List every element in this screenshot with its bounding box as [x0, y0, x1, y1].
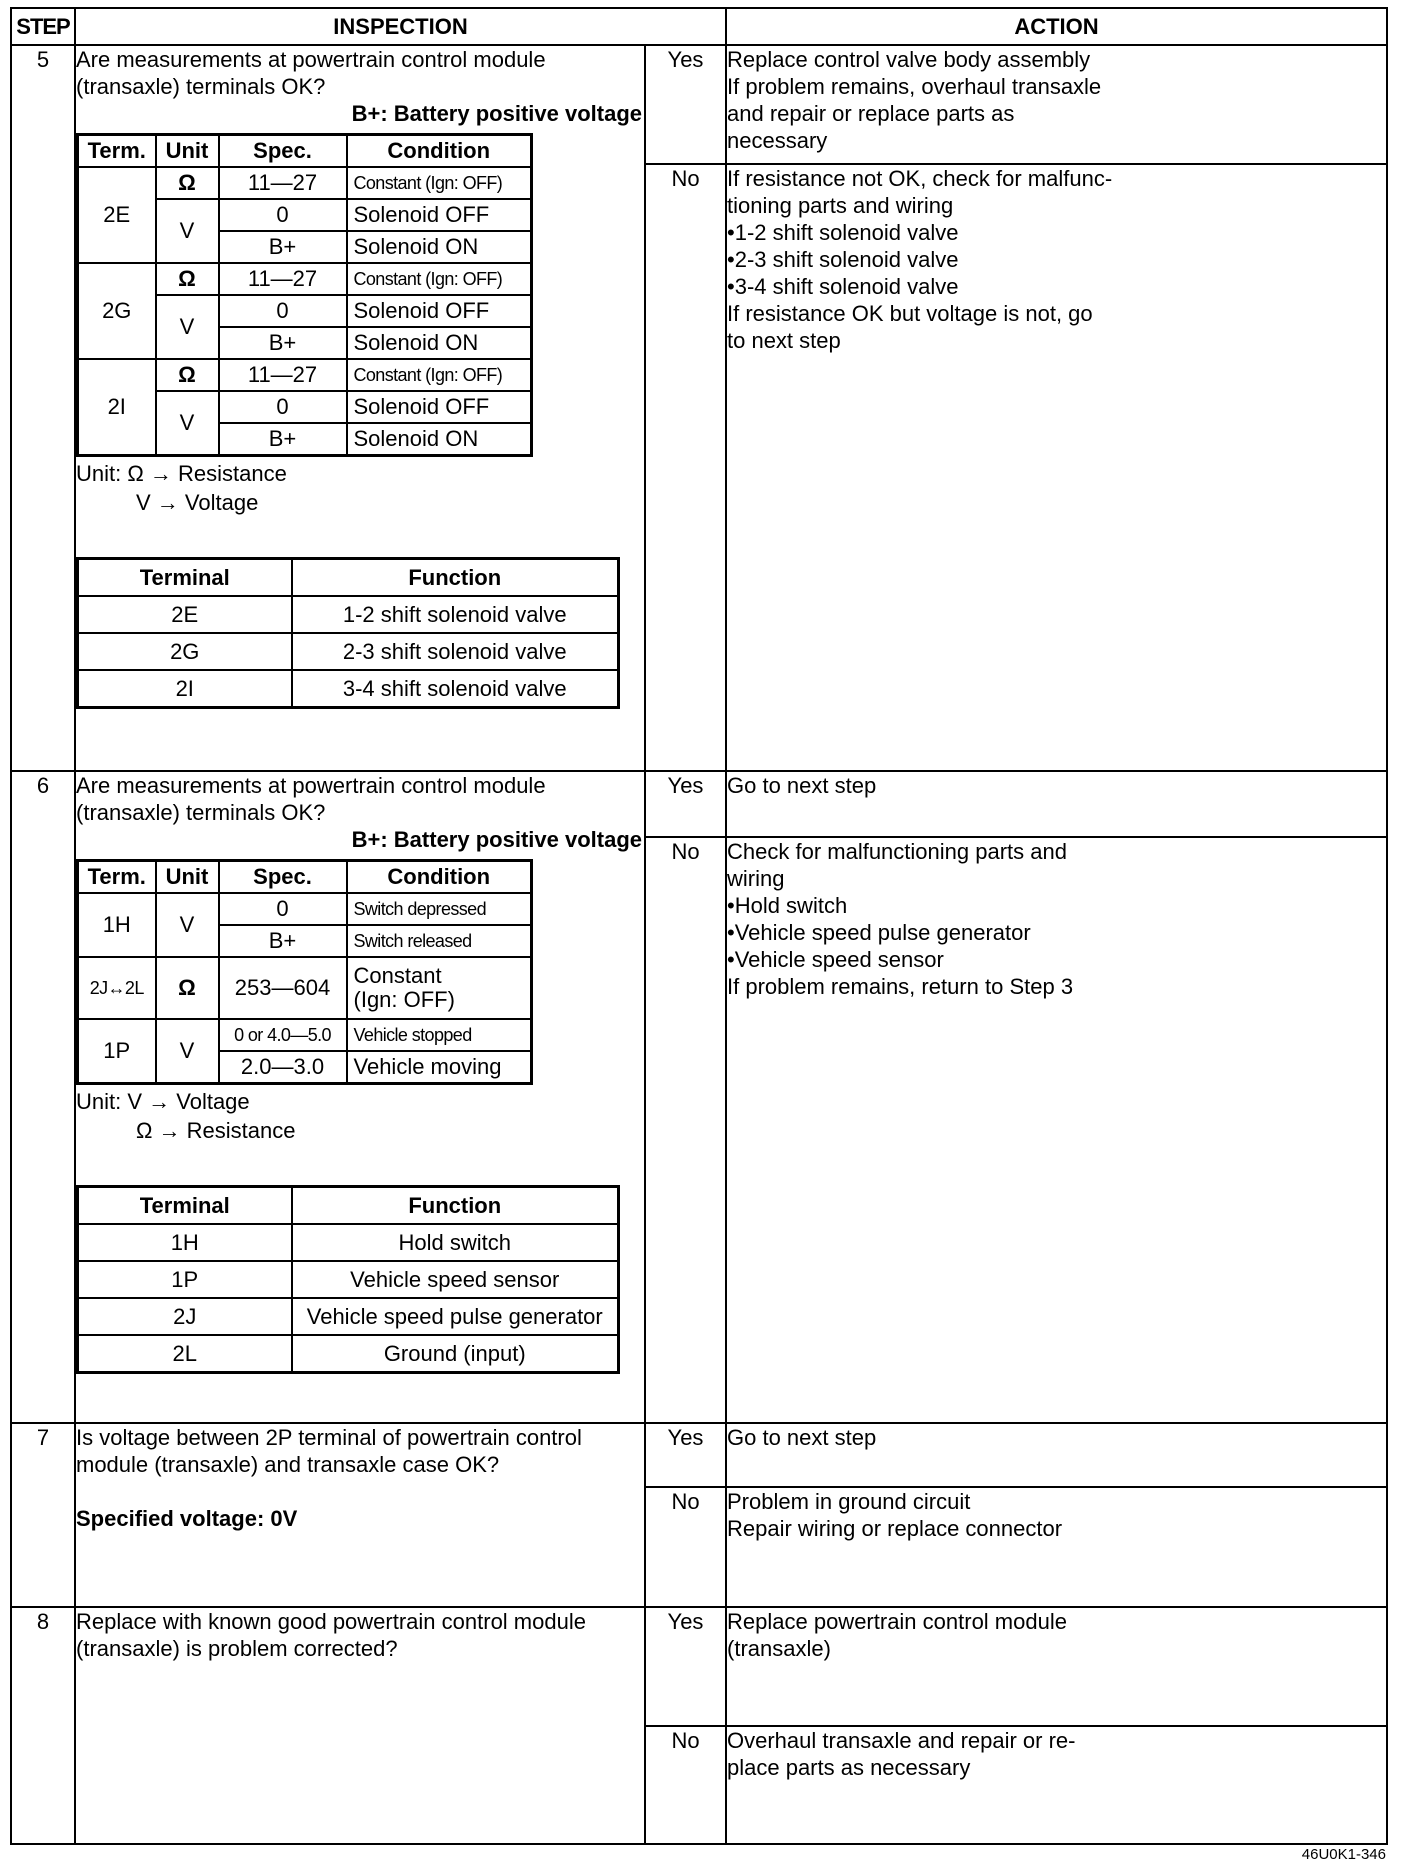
- yes-label: Yes: [645, 45, 726, 164]
- condition: Solenoid OFF: [347, 391, 532, 423]
- bullet-item: • 2-3 shift solenoid valve: [727, 246, 1386, 273]
- action-line: wiring: [727, 866, 785, 891]
- condition: Solenoid ON: [347, 231, 532, 263]
- col-term: Term.: [78, 135, 156, 168]
- function: 1-2 shift solenoid valve: [292, 596, 619, 633]
- function-table: [76, 1185, 620, 1374]
- step-header: STEP: [11, 8, 75, 45]
- inspection-question: Replace with known good powertrain control module (transaxle) is problem corrected?: [76, 1609, 586, 1661]
- condition-line: Constant: [353, 963, 442, 988]
- col-function: Function: [292, 1187, 619, 1225]
- step-5-yes-row: [11, 45, 1387, 164]
- condition: Switch released: [347, 925, 532, 957]
- unit: V: [156, 295, 219, 359]
- specified-voltage: Specified voltage: 0V: [76, 1506, 298, 1531]
- yes-action: [726, 771, 1387, 837]
- function: Vehicle speed pulse generator: [292, 1298, 619, 1335]
- unit: Ω: [156, 957, 219, 1019]
- action-line: tioning parts and wiring: [727, 193, 954, 218]
- unit-legend-line: Unit: Ω → Resistance: [76, 461, 287, 486]
- action-line: and repair or replace parts as: [727, 101, 1015, 126]
- spec: B+: [219, 231, 347, 263]
- unit: Ω: [156, 263, 219, 295]
- bplus-note: B+: Battery positive voltage: [351, 101, 642, 126]
- action-line: If resistance not OK, check for malfunc-: [727, 166, 1113, 191]
- condition: Vehicle stopped: [347, 1019, 532, 1051]
- col-function: Function: [292, 559, 619, 597]
- yes-label: Yes: [645, 771, 726, 837]
- yes-action: [726, 45, 1387, 164]
- function: 3-4 shift solenoid valve: [292, 670, 619, 708]
- no-label: No: [645, 164, 726, 771]
- no-label: No: [645, 1487, 726, 1607]
- step-7-inspection: [75, 1423, 645, 1607]
- spec: B+: [219, 423, 347, 456]
- col-unit: Unit: [156, 135, 219, 168]
- spec: 11—27: [219, 167, 347, 199]
- condition: Constant (Ign: OFF): [347, 167, 532, 199]
- action-line: Repair wiring or replace connector: [727, 1516, 1063, 1541]
- action-line: (transaxle): [727, 1636, 831, 1661]
- yes-label: Yes: [645, 1423, 726, 1487]
- troubleshooting-table: [10, 7, 1388, 1845]
- inspection-header: INSPECTION: [75, 8, 726, 45]
- condition: Constant (Ign: OFF): [347, 359, 532, 391]
- condition: [347, 957, 532, 1019]
- unit: Ω: [156, 167, 219, 199]
- action-line: Check for malfunctioning parts and: [727, 839, 1067, 864]
- spec: 0: [219, 199, 347, 231]
- step-number: 5: [11, 45, 75, 771]
- spec: 0: [219, 295, 347, 327]
- spec: 11—27: [219, 263, 347, 295]
- terminal: 2G: [78, 633, 292, 670]
- step-number: 6: [11, 771, 75, 1423]
- unit: V: [156, 1019, 219, 1084]
- col-terminal: Terminal: [78, 559, 292, 597]
- no-action: [726, 164, 1387, 771]
- step-number: 7: [11, 1423, 75, 1607]
- step-8-yes-row: [11, 1607, 1387, 1726]
- unit: V: [156, 199, 219, 263]
- function: Vehicle speed sensor: [292, 1261, 619, 1298]
- step-6-inspection: [75, 771, 645, 1423]
- bullet-item: • Hold switch: [727, 892, 1386, 919]
- unit: V: [156, 391, 219, 456]
- step-7-yes-row: [11, 1423, 1387, 1487]
- unit-legend: [76, 1087, 644, 1145]
- inspection-question: Is voltage between 2P terminal of powertrain control module (transaxle) and transaxle case OK?: [76, 1425, 582, 1477]
- step-8-inspection: [75, 1607, 645, 1844]
- spec: 0: [219, 391, 347, 423]
- action-line: Go to next step: [727, 773, 877, 798]
- terminal: 2L: [78, 1335, 292, 1373]
- function: Hold switch: [292, 1224, 619, 1261]
- spec-table: [76, 133, 533, 457]
- no-action: [726, 1487, 1387, 1607]
- col-spec: Spec.: [219, 861, 347, 894]
- col-terminal: Terminal: [78, 1187, 292, 1225]
- no-action: [726, 837, 1387, 1423]
- spec: 11—27: [219, 359, 347, 391]
- function-table: [76, 557, 620, 709]
- inspection-question: Are measurements at powertrain control module (transaxle) terminals OK?: [76, 47, 546, 99]
- spec: B+: [219, 327, 347, 359]
- term: 2J↔2L: [78, 957, 156, 1019]
- action-line: to next step: [727, 328, 841, 353]
- action-line: Replace control valve body assembly: [727, 47, 1091, 72]
- unit: V: [156, 893, 219, 957]
- unit-legend-line: Unit: V → Voltage: [76, 1089, 250, 1114]
- action-line: Problem in ground circuit: [727, 1489, 971, 1514]
- term: 2I: [78, 359, 156, 456]
- terminal: 2J: [78, 1298, 292, 1335]
- col-spec: Spec.: [219, 135, 347, 168]
- unit-legend-line: V → Voltage: [136, 490, 259, 515]
- spec: B+: [219, 925, 347, 957]
- step-5-inspection: [75, 45, 645, 771]
- action-line: Replace powertrain control module: [727, 1609, 1067, 1634]
- col-term: Term.: [78, 861, 156, 894]
- spec: 2.0—3.0: [219, 1051, 347, 1084]
- condition: Solenoid OFF: [347, 295, 532, 327]
- unit-legend-line: Ω → Resistance: [136, 1118, 296, 1143]
- inspection-question: Are measurements at powertrain control module (transaxle) terminals OK?: [76, 773, 546, 825]
- unit: Ω: [156, 359, 219, 391]
- spec: 253—604: [219, 957, 347, 1019]
- no-label: No: [645, 837, 726, 1423]
- condition-line: (Ign: OFF): [353, 987, 455, 1012]
- spec: 0 or 4.0—5.0: [219, 1019, 347, 1051]
- function: 2-3 shift solenoid valve: [292, 633, 619, 670]
- condition: Solenoid OFF: [347, 199, 532, 231]
- step-6-yes-row: [11, 771, 1387, 837]
- term: 2G: [78, 263, 156, 359]
- no-action: [726, 1726, 1387, 1844]
- col-unit: Unit: [156, 861, 219, 894]
- action-line: place parts as necessary: [727, 1755, 971, 1780]
- terminal: 2E: [78, 596, 292, 633]
- condition: Solenoid ON: [347, 327, 532, 359]
- step-number: 8: [11, 1607, 75, 1844]
- yes-label: Yes: [645, 1607, 726, 1726]
- col-condition: Condition: [347, 861, 532, 894]
- col-condition: Condition: [347, 135, 532, 168]
- bullet-item: • 1-2 shift solenoid valve: [727, 219, 1386, 246]
- terminal: 1H: [78, 1224, 292, 1261]
- spec-table: [76, 859, 533, 1085]
- action-line: If problem remains, overhaul transaxle: [727, 74, 1102, 99]
- bullet-list: [727, 219, 1386, 300]
- terminal: 2I: [78, 670, 292, 708]
- yes-action: [726, 1607, 1387, 1726]
- action-line: Go to next step: [727, 1425, 877, 1450]
- bplus-note: B+: Battery positive voltage: [351, 827, 642, 852]
- action-line: Overhaul transaxle and repair or re-: [727, 1728, 1076, 1753]
- action-line: If resistance OK but voltage is not, go: [727, 301, 1093, 326]
- action-header: ACTION: [726, 8, 1387, 45]
- header-row: [11, 8, 1387, 45]
- condition: Switch depressed: [347, 893, 532, 925]
- bullet-item: • Vehicle speed sensor: [727, 946, 1386, 973]
- figure-code: 46U0K1-346: [1301, 1846, 1386, 1863]
- condition: Vehicle moving: [347, 1051, 532, 1084]
- unit-legend: [76, 459, 644, 517]
- spec: 0: [219, 893, 347, 925]
- bullet-item: • Vehicle speed pulse generator: [727, 919, 1386, 946]
- term: 1H: [78, 893, 156, 957]
- condition: Solenoid ON: [347, 423, 532, 456]
- yes-action: [726, 1423, 1387, 1487]
- bullet-item: • 3-4 shift solenoid valve: [727, 273, 1386, 300]
- bullet-list: [727, 892, 1386, 973]
- term: 1P: [78, 1019, 156, 1084]
- term: 2E: [78, 167, 156, 263]
- action-line: If problem remains, return to Step 3: [727, 974, 1074, 999]
- terminal: 1P: [78, 1261, 292, 1298]
- action-line: necessary: [727, 128, 828, 153]
- condition: Constant (Ign: OFF): [347, 263, 532, 295]
- no-label: No: [645, 1726, 726, 1844]
- function: Ground (input): [292, 1335, 619, 1373]
